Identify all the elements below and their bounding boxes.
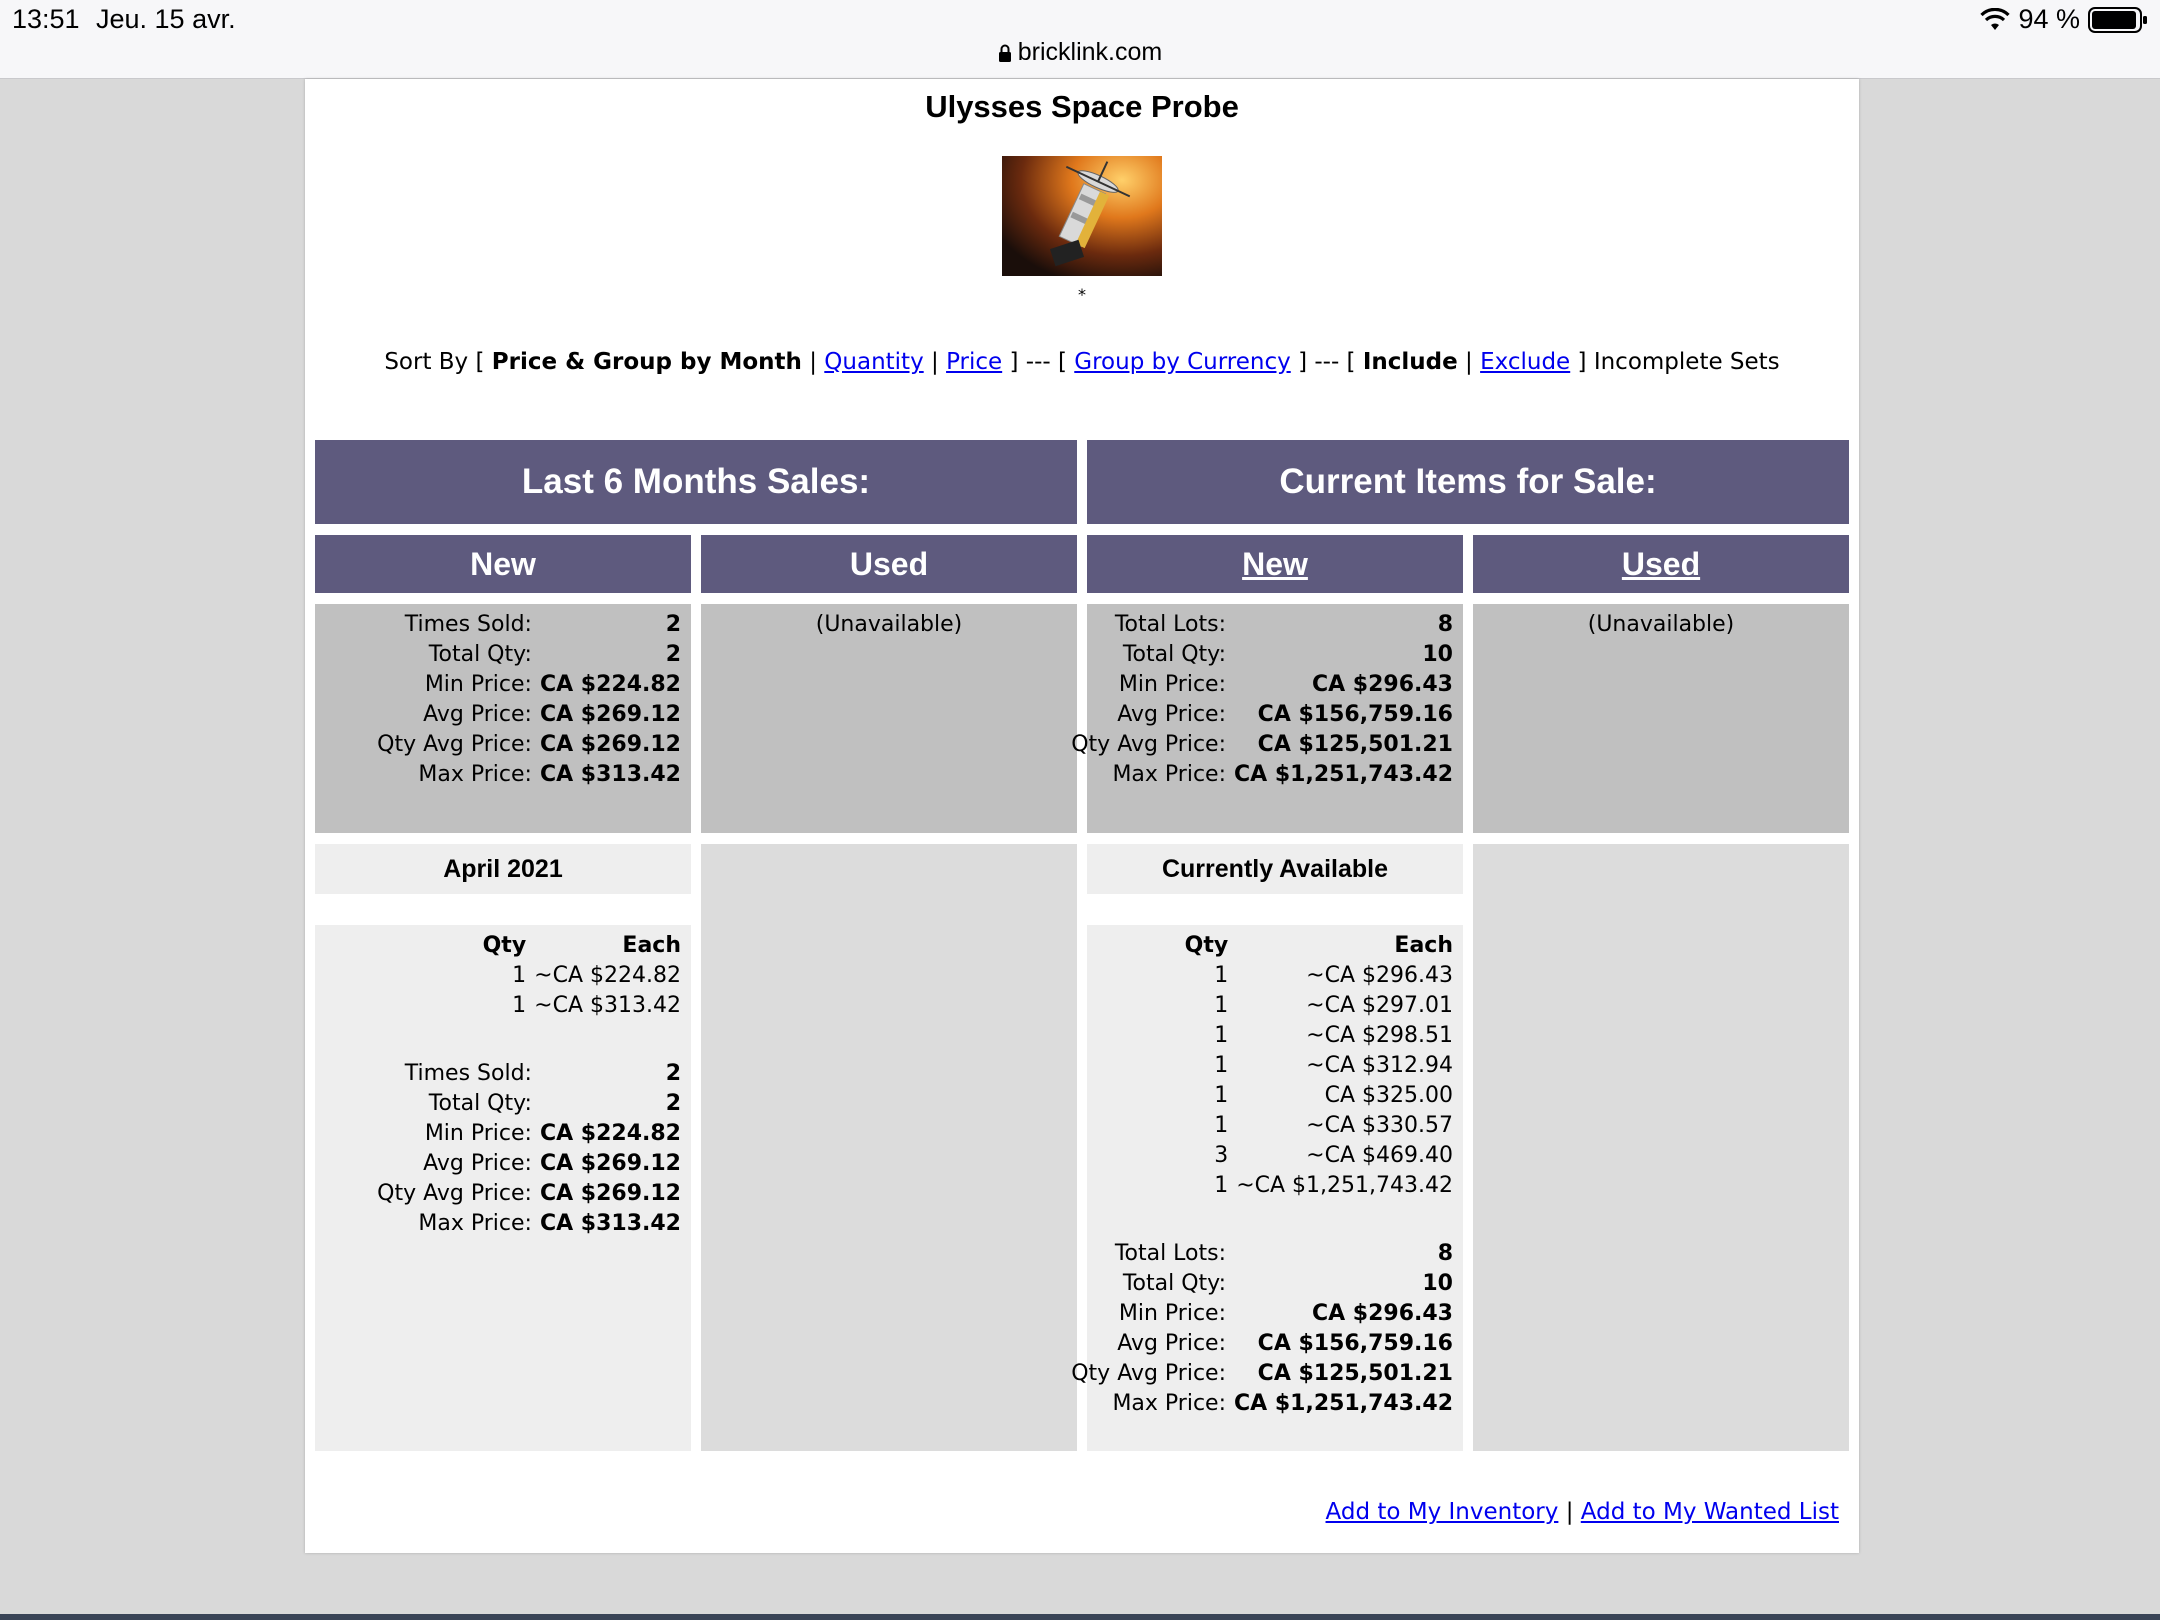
sales-new-header: New	[315, 535, 691, 593]
stat-value: 2	[665, 642, 681, 667]
stat-row	[377, 640, 681, 670]
stat-label: Max Price:	[418, 762, 532, 787]
stat-row	[1071, 730, 1453, 760]
lock-icon	[998, 44, 1012, 62]
period-stats-table	[377, 1059, 681, 1239]
stat-row	[1071, 700, 1453, 730]
separator: |	[931, 349, 939, 375]
separator: |	[809, 349, 817, 375]
list-header-row	[483, 931, 681, 961]
qty-column-header: Qty	[1184, 933, 1229, 958]
stat-label: Times Sold:	[404, 1061, 532, 1086]
stat-value: 2	[665, 612, 681, 637]
item-price: ~CA $296.43	[1306, 963, 1453, 988]
stat-row	[1071, 1269, 1453, 1299]
each-column-header: Each	[622, 933, 681, 958]
add-to-wanted-list-link[interactable]: Add to My Wanted List	[1580, 1499, 1839, 1525]
sort-options-bar	[305, 349, 1859, 375]
sales-new-summary	[315, 604, 691, 833]
battery-percent: 94 %	[2018, 4, 2080, 34]
footer-links	[1326, 1499, 1839, 1525]
list-item	[1185, 1021, 1453, 1051]
item-price: CA $325.00	[1324, 1083, 1453, 1108]
sort-price-link[interactable]: Price	[946, 349, 1003, 375]
stat-value: CA $224.82	[539, 672, 681, 697]
current-used-detail	[1473, 844, 1849, 1451]
status-date: Jeu. 15 avr.	[96, 4, 236, 34]
last-6-months-header: Last 6 Months Sales:	[315, 440, 1077, 524]
qty-column-header: Qty	[482, 933, 527, 958]
stat-row	[1071, 1389, 1453, 1419]
list-item	[483, 991, 681, 1021]
stat-value: 8	[1437, 1241, 1453, 1266]
item-qty: 3	[1214, 1143, 1229, 1168]
image-caption: *	[1078, 285, 1086, 304]
stat-row	[377, 1059, 681, 1089]
item-qty: 1	[1214, 1113, 1229, 1138]
available-detail	[1071, 925, 1463, 1451]
stat-label: Qty Avg Price:	[1071, 732, 1227, 757]
list-item	[1185, 1171, 1453, 1201]
stat-value: CA $1,251,743.42	[1234, 762, 1453, 787]
url-text: bricklink.com	[1017, 38, 1163, 66]
item-qty: 1	[1214, 1173, 1229, 1198]
available-stats-table	[1071, 1239, 1453, 1419]
sales-used-header: Used	[701, 535, 1077, 593]
stat-value: CA $269.12	[539, 1151, 681, 1176]
stat-value: CA $1,251,743.42	[1234, 1391, 1453, 1416]
address-bar[interactable]	[0, 38, 2160, 67]
current-new-stats-table	[1071, 610, 1453, 790]
include-option: Include	[1362, 349, 1458, 375]
stat-row	[377, 1119, 681, 1149]
separator: |	[1465, 349, 1473, 375]
item-qty: 1	[1214, 1083, 1229, 1108]
stat-label: Total Lots:	[1114, 1241, 1227, 1266]
bottom-strip	[0, 1614, 2160, 1620]
stat-label: Total Qty:	[1122, 1271, 1227, 1296]
sort-option-price-group-month: Price & Group by Month	[491, 349, 802, 375]
page-title: Ulysses Space Probe	[925, 89, 1239, 124]
stat-row	[1071, 1239, 1453, 1269]
stat-label: Min Price:	[424, 1121, 532, 1146]
stat-row	[377, 700, 681, 730]
currently-available-heading: Currently Available	[1087, 844, 1463, 894]
item-price: ~CA $469.40	[1306, 1143, 1453, 1168]
item-price: ~CA $297.01	[1306, 993, 1453, 1018]
current-items-header: Current Items for Sale:	[1087, 440, 1849, 524]
stat-value: CA $224.82	[539, 1121, 681, 1146]
sales-used-unavailable: (Unavailable)	[815, 612, 963, 637]
stat-label: Max Price:	[1112, 1391, 1227, 1416]
available-lots-list	[1185, 931, 1453, 1201]
wifi-icon	[1980, 8, 2010, 32]
current-used-unavailable: (Unavailable)	[1587, 612, 1735, 637]
current-used-summary	[1473, 604, 1849, 833]
stat-label: Avg Price:	[423, 1151, 532, 1176]
period-heading: April 2021	[315, 844, 691, 894]
stat-label: Qty Avg Price:	[1071, 1361, 1227, 1386]
item-qty: 1	[1214, 993, 1229, 1018]
current-used-link[interactable]: Used	[1621, 546, 1701, 582]
stat-value: CA $313.42	[539, 1211, 681, 1236]
list-header-row	[1185, 931, 1453, 961]
stat-row	[1071, 1359, 1453, 1389]
list-item	[1185, 961, 1453, 991]
add-to-inventory-link[interactable]: Add to My Inventory	[1325, 1499, 1559, 1525]
stat-value: 8	[1437, 612, 1453, 637]
stat-row	[377, 610, 681, 640]
item-price: ~CA $224.82	[534, 963, 681, 988]
stat-value: CA $125,501.21	[1257, 1361, 1453, 1386]
stat-label: Avg Price:	[423, 702, 532, 727]
stat-value: CA $313.42	[539, 762, 681, 787]
stat-label: Min Price:	[1118, 672, 1227, 697]
battery-icon	[2088, 7, 2148, 33]
item-price: ~CA $1,251,743.42	[1236, 1173, 1453, 1198]
separator: ] --- [	[1298, 349, 1356, 375]
stat-label: Total Lots:	[1114, 612, 1227, 637]
status-indicators	[1980, 4, 2148, 35]
stat-row	[377, 730, 681, 760]
stat-row	[1071, 1329, 1453, 1359]
browser-top-bar	[0, 0, 2160, 79]
separator: ] --- [	[1009, 349, 1067, 375]
list-item	[1185, 1141, 1453, 1171]
item-qty: 1	[1214, 1053, 1229, 1078]
period-sales-list	[483, 931, 681, 1021]
each-column-header: Each	[1394, 933, 1453, 958]
stat-label: Avg Price:	[1117, 702, 1227, 727]
exclude-link[interactable]: Exclude	[1480, 349, 1571, 375]
stat-row	[377, 1089, 681, 1119]
list-item	[1185, 991, 1453, 1021]
price-guide-page	[305, 79, 1859, 1553]
list-item	[483, 961, 681, 991]
stat-row	[1071, 1299, 1453, 1329]
status-time: 13:51	[12, 4, 80, 34]
stat-row	[377, 1209, 681, 1239]
stat-label: Avg Price:	[1117, 1331, 1227, 1356]
stat-row	[1071, 670, 1453, 700]
stat-label: Min Price:	[1118, 1301, 1227, 1326]
stat-label: Total Qty:	[428, 642, 532, 667]
item-price: ~CA $313.42	[534, 993, 681, 1018]
incomplete-sets-label: ] Incomplete Sets	[1577, 349, 1780, 375]
current-new-link[interactable]: New	[1242, 546, 1308, 582]
stat-value: CA $296.43	[1311, 672, 1453, 697]
stat-value: CA $269.12	[539, 702, 681, 727]
stat-row	[377, 1149, 681, 1179]
stat-value: CA $269.12	[539, 732, 681, 757]
sales-used-summary	[701, 604, 1077, 833]
stat-row	[1071, 760, 1453, 790]
stat-label: Min Price:	[424, 672, 532, 697]
sales-used-detail	[701, 844, 1077, 1451]
stat-value: 2	[665, 1091, 681, 1116]
group-by-currency-link[interactable]: Group by Currency	[1074, 349, 1291, 375]
item-qty: 1	[1214, 963, 1229, 988]
stat-label: Max Price:	[418, 1211, 532, 1236]
item-qty: 1	[512, 963, 527, 988]
stat-row	[377, 670, 681, 700]
stat-value: CA $125,501.21	[1257, 732, 1453, 757]
stat-label: Times Sold:	[404, 612, 532, 637]
list-item	[1185, 1051, 1453, 1081]
current-used-header	[1473, 535, 1849, 593]
stat-label: Total Qty:	[428, 1091, 532, 1116]
period-detail	[315, 925, 691, 1451]
stat-row	[1071, 610, 1453, 640]
stat-value: CA $156,759.16	[1257, 702, 1453, 727]
stat-row	[1071, 640, 1453, 670]
stat-value: CA $296.43	[1311, 1301, 1453, 1326]
sort-quantity-link[interactable]: Quantity	[824, 349, 924, 375]
stat-row	[377, 1179, 681, 1209]
item-price: ~CA $312.94	[1306, 1053, 1453, 1078]
stat-label: Qty Avg Price:	[377, 1181, 532, 1206]
stat-value: 10	[1422, 1271, 1453, 1296]
stat-label: Qty Avg Price:	[377, 732, 532, 757]
stat-value: CA $269.12	[539, 1181, 681, 1206]
set-thumbnail-image[interactable]	[1002, 156, 1162, 276]
stat-label: Total Qty:	[1122, 642, 1227, 667]
stat-value: CA $156,759.16	[1257, 1331, 1453, 1356]
stat-label: Max Price:	[1112, 762, 1227, 787]
stat-row	[377, 760, 681, 790]
current-new-summary	[1071, 604, 1463, 833]
stat-value: 2	[665, 1061, 681, 1086]
sales-new-stats-table	[377, 610, 681, 790]
separator: |	[1565, 1499, 1574, 1525]
item-qty: 1	[1214, 1023, 1229, 1048]
item-price: ~CA $330.57	[1306, 1113, 1453, 1138]
sort-prefix: Sort By [	[384, 349, 485, 375]
item-price: ~CA $298.51	[1306, 1023, 1453, 1048]
list-item	[1185, 1081, 1453, 1111]
stat-value: 10	[1422, 642, 1453, 667]
list-item	[1185, 1111, 1453, 1141]
item-qty: 1	[512, 993, 527, 1018]
current-new-header	[1087, 535, 1463, 593]
